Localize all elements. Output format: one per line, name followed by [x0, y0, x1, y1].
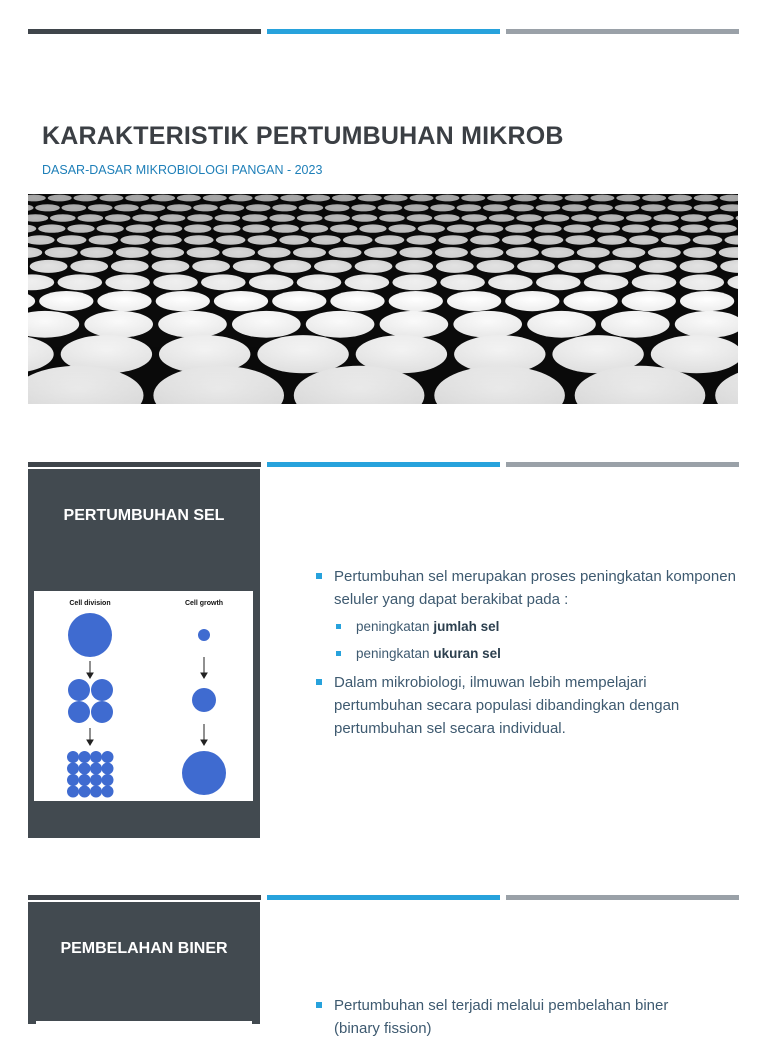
arrow-down-head [201, 740, 207, 745]
cell-single [68, 613, 112, 657]
bullet-item [316, 994, 716, 1040]
accent-bar-blue [267, 29, 500, 34]
cell-divided [91, 701, 113, 723]
sub-bullet-item [336, 617, 736, 637]
cell-grid [90, 751, 102, 763]
cell-grid [102, 763, 114, 775]
section-heading: PERTUMBUHAN SEL [63, 507, 225, 524]
slide-title: KARAKTERISTIK PERTUMBUHAN MIKROB [42, 122, 564, 150]
cell-grid [67, 751, 79, 763]
cell-grid [79, 774, 91, 786]
accent-bar-dark [28, 29, 261, 34]
cell-grid [67, 763, 79, 775]
bullet-item [316, 671, 736, 740]
arrow-down-head [201, 673, 207, 678]
section-panel [28, 469, 260, 838]
cell-division-growth-diagram [34, 591, 253, 801]
bullet-text: Dalam mikrobiologi, ilmuwan lebih mempelajari pertumbuhan secara populasi dibandingkan dengan pertumbuhan sel secara individual. [334, 674, 680, 737]
sub-bullet-emphasis: ukuran sel [433, 646, 501, 661]
sub-bullet-prefix: peningkatan [356, 646, 430, 661]
section-panel [28, 902, 260, 1024]
section-heading: PEMBELAHAN BINER [60, 940, 228, 957]
bullet-marker-icon [316, 1002, 322, 1008]
cell-divided [68, 679, 90, 701]
cell-grid [90, 774, 102, 786]
cell-grid [90, 763, 102, 775]
arrow-down-head [87, 673, 93, 678]
accent-bar-blue [267, 462, 500, 467]
sub-bullet-prefix: peningkatan [356, 619, 430, 634]
accent-bar-blue [267, 895, 500, 900]
cell-divided [68, 701, 90, 723]
hero-image-discs [28, 194, 738, 404]
cell-grid [67, 774, 79, 786]
arrow-down-head [87, 740, 93, 745]
bullet-item [316, 565, 736, 611]
bullet-marker-icon [336, 651, 341, 656]
accent-bar-dark [28, 895, 261, 900]
cell-grid [90, 786, 102, 798]
sub-bullet-item [336, 644, 736, 664]
cell-grid [79, 786, 91, 798]
bullet-text: Pertumbuhan sel terjadi melalui pembelahan biner (binary fission) [334, 997, 669, 1037]
cell-small [198, 629, 210, 641]
cell-medium [192, 688, 216, 712]
bullet-text: Pertumbuhan sel merupakan proses peningkatan komponen seluler yang dapat berakibat pada : [334, 568, 736, 608]
cell-division-label: Cell division [69, 600, 111, 607]
bullet-list [316, 565, 736, 746]
accent-bar-grey [506, 895, 739, 900]
cell-grid [67, 786, 79, 798]
cell-grid [102, 786, 114, 798]
bullet-marker-icon [316, 573, 322, 579]
bullet-list [316, 994, 716, 1046]
cell-grid [102, 774, 114, 786]
cell-large [182, 751, 226, 795]
cell-grid [79, 751, 91, 763]
cell-divided [91, 679, 113, 701]
discs-illustration [28, 194, 738, 404]
cell-grid [102, 751, 114, 763]
accent-bar-grey [506, 462, 739, 467]
cell-diagram-svg [34, 591, 253, 801]
bullet-marker-icon [336, 624, 341, 629]
cell-growth-label: Cell growth [184, 600, 224, 607]
slide-subtitle: DASAR-DASAR MIKROBIOLOGI PANGAN - 2023 [42, 163, 323, 177]
accent-bar-dark [28, 462, 261, 467]
sub-bullet-emphasis: jumlah sel [433, 619, 500, 634]
bullet-marker-icon [316, 679, 322, 685]
cell-grid [79, 763, 91, 775]
accent-bar-grey [506, 29, 739, 34]
